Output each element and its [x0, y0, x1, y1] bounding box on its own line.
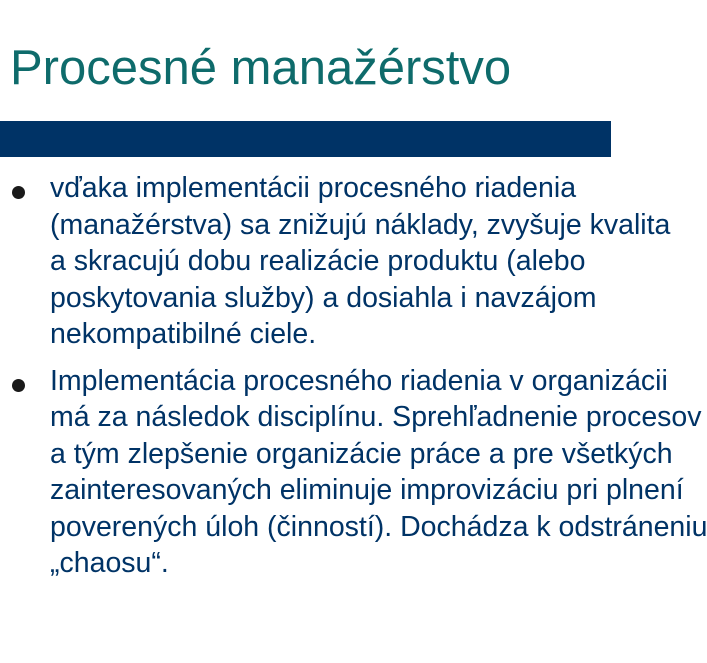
bullet-line: a tým zlepšenie organizácie práce a pre všetkých	[50, 437, 673, 470]
bullet-list	[0, 170, 707, 592]
bullet-line: nekompatibilné ciele.	[50, 318, 317, 350]
bullet-line: „chaosu“.	[50, 547, 169, 579]
bullet-line: (manažérstva) sa znižujú náklady, zvyšuje kvalita	[50, 208, 671, 241]
bullet-line: má za následok disciplínu. Sprehľadnenie procesov	[50, 401, 702, 433]
bullet-line: poskytovania služby) a dosiahla i navzájom	[50, 281, 597, 314]
bullet-line: vďaka implementácii procesného riadenia	[50, 172, 577, 204]
bullet-dot-icon	[12, 379, 25, 392]
title-band	[0, 121, 611, 157]
bullet-line: poverených úloh (činností). Dochádza k odstráneniu	[50, 510, 707, 543]
bullet-line: zainteresovaných eliminuje improvizáciu pri plnení	[50, 474, 684, 506]
bullet-line: Implementácia procesného riadenia v organizácii	[50, 364, 668, 397]
bullet-dot-icon	[12, 186, 25, 199]
bullet-item	[0, 170, 671, 353]
bullet-line: a skracujú dobu realizácie produktu (alebo	[50, 245, 586, 277]
bullet-item	[0, 363, 707, 582]
slide-title: Procesné manažérstvo	[10, 41, 512, 95]
